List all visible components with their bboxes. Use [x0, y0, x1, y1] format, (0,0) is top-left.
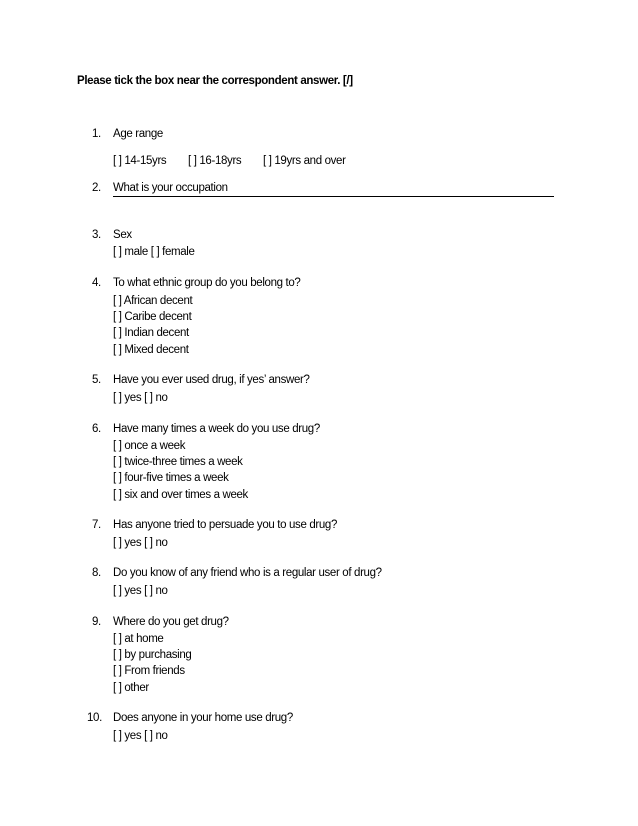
option-yes-no[interactable]: [ ] yes [ ] no [113, 537, 168, 549]
question-text: Age range [113, 128, 163, 140]
question-number: 4. [92, 277, 101, 289]
question-text: Have you ever used drug, if yes’ answer? [113, 374, 310, 386]
question-text: To what ethnic group do you belong to? [113, 277, 301, 289]
question-number: 5. [92, 374, 101, 386]
question-text: Sex [113, 229, 132, 241]
question-text: Where do you get drug? [113, 616, 229, 628]
option-african-decent[interactable]: [ ] African decent [113, 295, 193, 307]
option-yes-no[interactable]: [ ] yes [ ] no [113, 392, 168, 404]
question-text: Do you know of any friend who is a regular user of drug? [113, 567, 382, 579]
option-indian-decent[interactable]: [ ] Indian decent [113, 327, 189, 340]
question-text: What is your occupation [113, 182, 228, 194]
option-from-friends[interactable]: [ ] From friends [113, 665, 185, 678]
question-number: 9. [92, 616, 101, 628]
option-caribe-decent[interactable]: [ ] Caribe decent [113, 311, 192, 324]
option-other[interactable]: [ ] other [113, 681, 149, 694]
option-age-19-over[interactable]: [ ] 19yrs and over [263, 155, 346, 167]
option-once-a-week[interactable]: [ ] once a week [113, 440, 186, 452]
option-age-16-18[interactable]: [ ] 16-18yrs [188, 155, 242, 167]
option-four-five-times[interactable]: [ ] four-five times a week [113, 472, 229, 485]
option-mixed-decent[interactable]: [ ] Mixed decent [113, 343, 189, 356]
option-yes-no[interactable]: [ ] yes [ ] no [113, 585, 168, 597]
question-number: 7. [92, 519, 101, 531]
question-number: 10. [87, 712, 102, 724]
option-yes-no[interactable]: [ ] yes [ ] no [113, 730, 168, 742]
question-text: Does anyone in your home use drug? [113, 712, 293, 724]
question-text: Have many times a week do you use drug? [113, 423, 320, 435]
occupation-answer-line[interactable] [113, 196, 554, 197]
question-number: 3. [92, 229, 101, 241]
question-number: 1. [92, 128, 101, 140]
option-age-14-15[interactable]: [ ] 14-15yrs [113, 155, 167, 167]
instruction-text: Please tick the box near the correspondent answer. [/] [77, 75, 353, 87]
question-number: 2. [92, 182, 101, 194]
option-sex[interactable]: [ ] male [ ] female [113, 246, 195, 258]
question-number: 6. [92, 423, 101, 435]
option-by-purchasing[interactable]: [ ] by purchasing [113, 649, 192, 662]
option-twice-three-times[interactable]: [ ] twice-three times a week [113, 456, 243, 469]
question-text: Has anyone tried to persuade you to use drug? [113, 519, 337, 531]
option-at-home[interactable]: [ ] at home [113, 633, 164, 645]
option-six-and-over[interactable]: [ ] six and over times a week [113, 488, 248, 501]
question-number: 8. [92, 567, 101, 579]
